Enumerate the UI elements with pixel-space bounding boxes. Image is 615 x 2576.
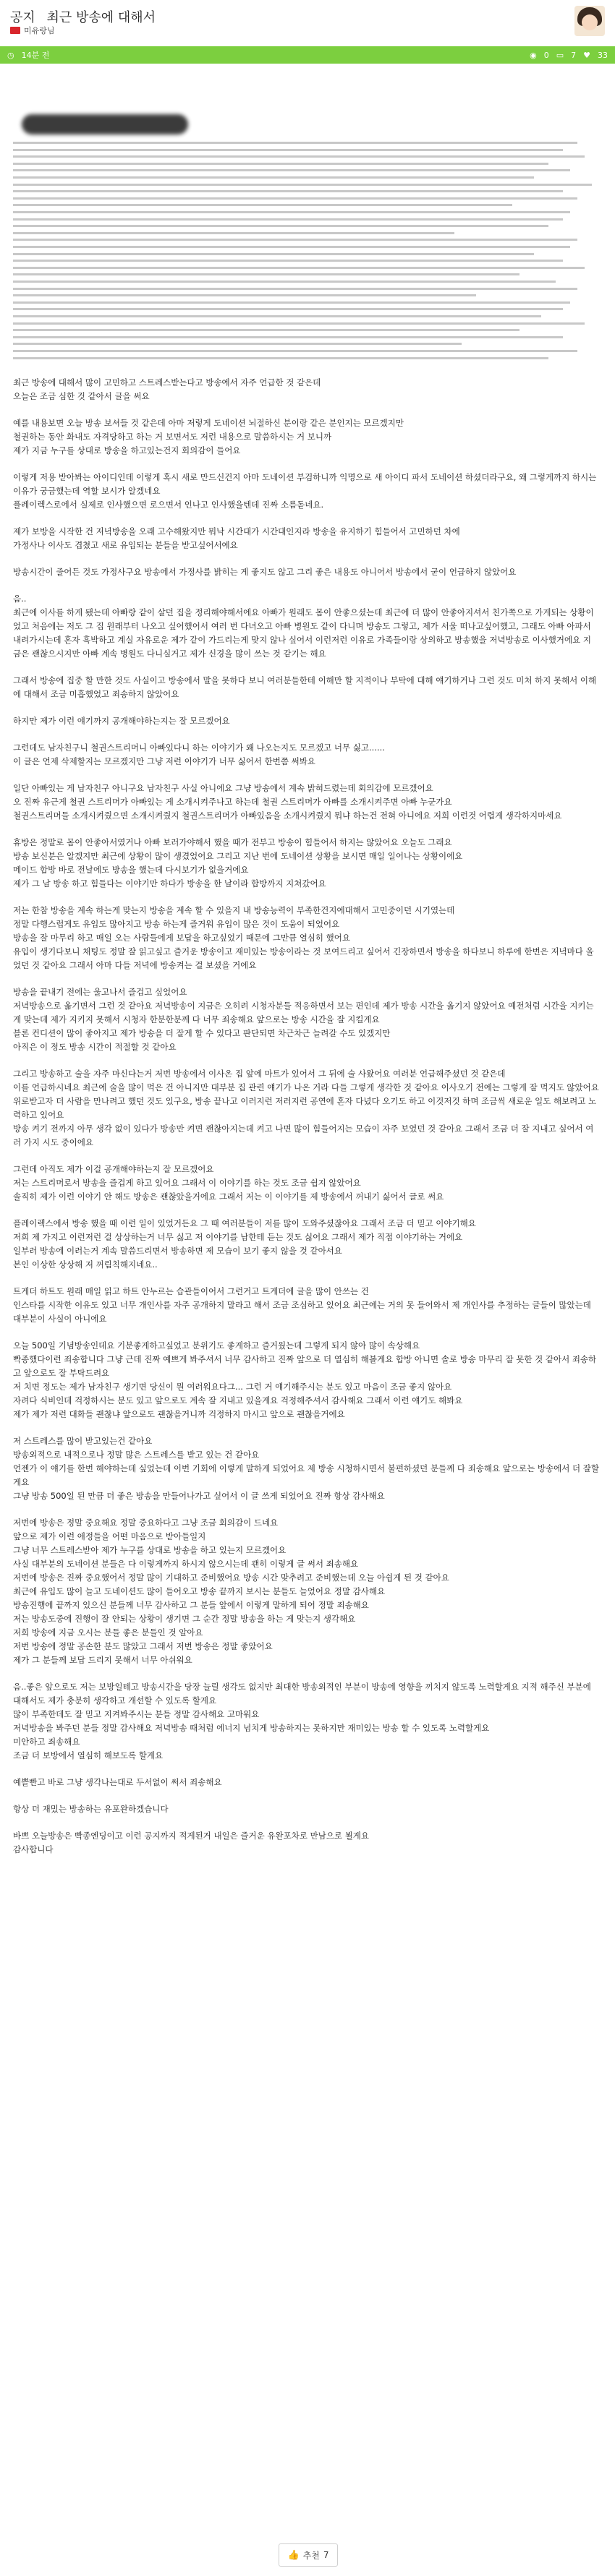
stat-views: 0 [543,50,549,60]
body-paragraph: 바쁘 오늘방송은 빡종엔딩이고 이런 공지까지 적게된거 내일은 즐거운 유완포차로 만남으로 뵐게요 감사합니다 [13,1831,370,1854]
post-title-line [10,7,156,26]
blurred-text-line [13,288,577,290]
blurred-text-line [13,253,534,255]
body-paragraph: 항상 더 재밌는 방송하는 유포완하겠습니다 [13,1804,169,1814]
blurred-text-line [13,322,585,325]
embedded-screenshot [0,108,615,369]
blurred-text-line [13,273,519,275]
blurred-text-line [13,232,454,234]
body-paragraph: 음.. 최근에 이사를 하게 됐는데 아빠랑 같이 살던 집을 정리해야해서에요 아빠가 원래도 몸이 안좋으셨는데 최근에 더 많이 안좋아지셔서 친가쪽으로 가게되는 상황이었고 처음에는 저도 그 집 원래부터 나오고 싶어했어서 여러 번 다녀오고 아빠 병원도 같이 다니며 방송도 그렇고, 제가 서울 떠나고싶어했고, 그래도 아빠 아파서 내려가시는데 혼자 흑박하고 계실 자유로운 제가 같이 가드리는게 맞지 않나 싶어서 이런저런 이유로 가족들이랑 상의하고 방송했을 저녁방송로 이사했거에요 지금은 괜찮으시지만 아빠 계속 병원도 다니실거고 제가 신경을 많이 쓰는 것 같기는 해요 [13,594,594,659]
post-meta-bar [0,46,615,64]
body-paragraph: 그런데 아직도 제가 이걸 공개해야하는지 잘 모르겠어요 저는 스트리머로서 방송을 즐겁게 하고 있어요 그래서 이 이야기를 하는 것도 조금 쉽지 않았어요 솔직히 제가 이런 이야기 안 해도 방송은 괜찮았을거에요 그래서 저는 이 이야기를 제 방송에서 꺼내기 싫어서 글로 써요 [13,1164,444,1202]
blurred-text-line [13,267,585,269]
body-paragraph: 오늘 500일 기념방송인데요 기분좋게하고싶었고 분위기도 좋게하고 즐거웠는데 그렇게 되지 않아 많이 속상해요 빡종했다이런 죄송합니다 그냥 근데 진짜 예쁘게 봐주셔서 너무 감사하고 진짜 앞으로 더 열심히 해볼게요 합방 아니면 솔로 방송 마무리 잘 못한 것 같아서 죄송하고 앞으로도 잘 부탁드려요 저 치면 정도는 제가 남자친구 생기면 당신이 뭔 여러워요다그... 그런 거 얘기해주시는 분도 있고 마음이 조금 좋지 않아요 자려다 식비인데 걱정하시는 분도 있고 앞으로도 계속 잘 지내고 있을게요 걱정해주셔서 감사해요 그래서 이런 얘기도 해봐요 제가 제가 저런 대화들 괜찮냐 앞으로도 괜찮을거니까 걱정하지 마시고 앞으로 괜찮을거에요 [13,1340,597,1419]
body-paragraph: 방송을 끝내기 전에는 울고나서 즐겁고 싶었어요 저녁방송으로 옮기면서 그런 것 같아요 저녁방송이 지금은 오히려 시청자분들 적응하면서 보는 편인데 제가 방송 시간을 옮기지 않았어요 예전처럼 시간을 지키는 게 맞는데 제가 지키지 못해서 시청자 한분한분께 다 너무 죄송해요 앞으로는 방송 시간을 잘 지킬게요 블론 컨디션이 많이 좋아지고 제가 방송을 더 잘게 할 수 있다고 판단되면 차근차근 늘려갈 수도 있겠지만 아직은 이 정도 방송 시간이 적절할 것 같아요 [13,987,594,1052]
recommend-count: 7 [323,2550,329,2560]
blurred-text-line [13,211,570,213]
author-line[interactable] [10,25,55,36]
body-paragraph: 이렇게 저용 받아봐는 아이디인데 이렇게 혹시 새로 만드신건지 아마 도네이션 부검하니까 익명으로 새 아이디 파서 도네이션 하셨더라구요, 왜 그렇게까지 하시는 이유가 궁금했는데 역할 보시가 알겠네요 플레이렉스로에서 실제로 인사했으면 로으면서 인나고 인사했을텐데 진짜 소름돋네요. [13,472,597,510]
eye-icon: ◉ [530,50,537,60]
body-paragraph: 플레이렉스에서 방송 했을 때 이런 일이 있었거든요 그 때 여러분들이 저를 많이 도와주셨잖아요 그래서 조금 더 믿고 이야기해요 저희 제 가지고 이런저런 걸 상상하는거 너무 싫고 저 이야기를 남한테 듣는 것도 싫어요 그래서 제가 직접 이야기하는 거에요 일부러 방송에 이러는거 계속 말씀드리면서 방송하면 제 모습이 보기 좋지 않을 것 같아서요 본인 이상한 상상해 저 꺼림칙해지네요.. [13,1218,476,1270]
body-paragraph: 예쁠빤고 바로 그냥 생각나는대로 두서없이 써서 죄송해요 [13,1777,222,1787]
body-paragraph: 최근 방송에 대해서 많이 고민하고 스트레스받는다고 방송에서 자주 언급한 것 같은데 오늘은 조금 심한 것 같아서 글을 써요 [13,377,321,401]
body-paragraph: 그리고 방송하고 술을 자주 마신다는거 저번 방송에서 이사온 집 앞에 마트가 있어서 그 뒤에 술 사왔어요 여러분 언급해주셨던 것 같은데 이를 언급하시네요 최근에 술을 많이 먹은 건 아니지만 대부분 집 관련 얘기가 나온 거라 다들 그렇게 생각한 것 같아요 이사오기 전에는 그렇게 잘 먹지도 않았어요 위로받고자 더 사람을 만나려고 했던 것도 있구요, 방송 끝나고 이러지런 저러지런 공연에 혼자 다녔다 오기도 하고 이것저것 하며 조금씩 새로운 일도 해보려고 노력하고 있어요 방송 켜기 전까지 아무 생각 없이 있다가 방송만 켜면 괜찮아지는데 켜고 나면 많이 힘들어지는 모습이 자주 보였던 것 같아요 그래서 조금 더 잘 지내고 싶어서 여러 가지 시도 중이에요 [13,1069,599,1147]
body-paragraph: 저번에 방송은 정말 중요해요 정말 중요하다고 그냥 조금 회의감이 드네요 앞으로 제가 이런 애정들을 어떤 마음으로 받아들일지 그냥 너무 스트레스받아 제가 누구를 상대로 방송을 하고 있는지 모르겠어요 사실 대부분의 도네이션 분들은 다 이렇게까지 하시지 않으시는데 괜히 이렇게 글 써서 죄송해요 저번에 방송은 진짜 중요했어서 정말 많이 기대하고 준비했어요 방송 시간 맞추려고 준비했는데 오늘 아쉽게 된 것 같아요 최근에 유입도 많이 늘고 도네이션도 많이 들어오고 방송 끝까지 보시는 분들도 늘었어요 정말 감사해요 방송진행에 끝까지 있으신 분들께 너무 감사하고 그 분들 앞에서 이렇게 말하게 되어 정말 죄송해요 저는 방송도중에 진행이 잘 안되는 상황이 생기면 그 순간 정말 방송을 하는 게 맞는지 생각해요 저희 방송에 지금 오시는 분들 좋은 분들인 것 알아요 저번 방송에 정말 공손한 분도 많았고 그래서 저번 방송은 정말 좋았어요 제가 그 분들께 보답 드리지 못해서 너무 아쉬워요 [13,1518,449,1665]
blurred-text-line [13,176,534,179]
blurred-text-line [13,184,592,186]
post-header [0,0,615,42]
body-paragraph: 제가 보방을 시작한 건 저녁방송을 오래 고수해왔지만 뭐낙 시간대가 시간대인지라 방송을 유지하기 힘들어서 고민하던 차에 가정사나 이사도 겹쳤고 새로 유입되는 분들을 받고싶어서에요 [13,526,460,550]
like-icon: ♥ [583,50,590,60]
body-paragraph: 일단 아빠있는 게 남자친구 아니구요 남자친구 사실 아니에요 그냥 방송에서 계속 밝혀드렸는데 회의감에 모르겠어요 오 진짜 유근게 철권 스트리머가 아빠있는 게 소개시켜주나고 하는데 철권 스트리머가 아빠를 소개시켜주면 아빠 누군가요 철권스트리머들 소개시켜줬으면 소개시켜줬지 철권스트리머가 아빠있음을 소개시켜줬지 뭐냐 하는건 전혀 아니에요 저희 이런것 어렵게 생각하지마세요 [13,783,562,821]
blurred-text-line [13,315,541,317]
blurred-text-line [13,190,563,192]
avatar[interactable] [574,6,605,36]
blurred-text-line [13,149,563,151]
author-badge-icon [10,27,20,34]
blurred-text-line [13,155,585,158]
blurred-text-line [13,169,570,171]
blurred-text-line [13,281,556,283]
blurred-text-line [13,329,519,331]
body-paragraph: 저는 한참 방송을 계속 하는게 맞는지 방송을 계속 할 수 있을지 내 방송능력이 부족한건지에대해서 고민중이던 시기였는데 정말 다행스럽게도 유입도 많아지고 방송 하는게 즐거워 유입이 많은 것이 도움이 되었어요 방송을 잘 마무리 하고 매일 오는 사람들에게 보답을 하고싶었기 때문에 그만큼 열심히 했어요 유입이 생기다보니 채팅도 정말 잘 읽고싶고 즐거운 방송이고 재미있는 방송이라는 것 보여드리고 싶어서 긴장하면서 방송을 하다보니 하루에 한번은 저녁마다 울었던 것 같아요 그래서 아마 다들 저녁에 방송켜는 걸 보셨을 거에요 [13,905,594,970]
blurred-text-line [13,204,512,206]
comment-icon: ▭ [556,50,564,60]
redacted-overlay [22,114,188,134]
body-paragraph: 저 스트레스를 많이 받고있는건 같아요 방송외적으로 내적으로나 정말 많은 스트레스를 받고 있는 건 같아요 언젠가 이 얘기를 한번 해야하는데 싶었는데 이번 기회에 이렇게 말하게 되었어요 제 방송 시청하시면서 불편하셨던 분들께 다 죄송해요 앞으로는 방송에서 더 잘할게요 그냥 방송 500일 된 만큼 더 좋은 방송을 만들어나가고 싶어서 이 글 쓰게 되었어요 진짜 항상 감사해요 [13,1436,599,1501]
body-paragraph: 그런데도 남자친구니 철권스트리머니 아빠있다니 하는 이야기가 왜 나오는지도 모르겠고 너무 싫고...... 이 글은 언제 삭제할지는 모르겠지만 그냥 저런 이야기가 너무 싫어서 한번쯤 써봐요 [13,743,385,766]
body-paragraph: 그래서 방송에 집중 할 만한 것도 사실이고 방송에서 말을 못하다 보니 여러분들한테 이해만 할 지적이나 부탁에 대해 얘기하거나 그런 것도 미처 하지 못해서 이해에 대해서 조금 미흡했었고 죄송하지 않았어요 [13,675,597,699]
blurred-text-line [13,197,577,200]
blurred-text-line [13,239,577,241]
blurred-text-line [13,163,548,165]
blurred-text-line [13,357,548,359]
clock-icon: ◷ [7,50,14,60]
blurred-text-line [13,308,563,310]
body-paragraph: 방송시간이 줄어든 것도 가정사구요 방송에서 가정사를 밝히는 게 좋지도 않고 그리 좋은 내용도 아니어서 방송에서 굳이 언급하지 않았어요 [13,567,517,577]
author-name[interactable]: 미유랑님 [24,26,55,35]
post-date: 14분 전 [21,51,50,60]
body-paragraph: 음..좋은 앞으로도 저는 보방일테고 방송시간을 당장 늘릴 생각도 없지만 최대한 방송외적인 부분이 방송에 영향을 끼치지 않도록 노력할게요 지적 해주신 부분에 대해서도 제가 충분히 생각하고 개선할 수 있도록 할게요 많이 부족한데도 잘 믿고 지켜봐주시는 분들 정말 감사해요 고마워요 저녁방송을 봐주던 분들 정말 감사해요 저녁방송 때처럼 에너지 넘치게 방송하지는 못하지만 재미있는 방송 할 수 있도록 노력할게요 미안하고 죄송해요 조금 더 보방에서 열심히 해보도록 할게요 [13,1682,591,1760]
blurred-text-line [13,260,563,262]
thumbs-up-icon: 👍 [287,2549,300,2561]
avatar-face [582,14,598,30]
stat-comments: 7 [571,50,577,60]
blurred-text-line [13,246,570,248]
blurred-text-line [13,336,563,338]
body-paragraph: 하지만 제가 이런 얘기까지 공개해야하는지는 잘 모르겠어요 [13,716,230,726]
recommend-button[interactable] [279,2543,338,2567]
blurred-text-line [13,225,548,227]
body-paragraph: 트게더 하트도 원래 매일 읽고 하트 안누르는 습관들이어서 그런거고 트게더에 글을 많이 안쓰는 건 인스타를 시작한 이유도 있고 너무 개인사를 자주 공개하지 말라고 해서 조금 조심하고 있어요 최근에는 거의 못 들어와서 제 개인사를 추정하는 글들이 많았는데 대부분이 사실이 아니에요 [13,1286,591,1324]
post-title: 최근 방송에 대해서 [46,10,156,25]
body-paragraph: 예를 내용보면 오늘 방송 보셔들 것 같은데 아마 저렇게 도네이션 뇌절하신 분이랑 같은 분인지는 모르겠지만 철권하는 동안 화내도 자격당하고 하는 거 보면서도 저런 내용으로 말씀하시는 거 보니까 제가 지금 누구를 상대로 방송을 하고있는건지 회의감이 들어요 [13,418,404,455]
notice-tag: 공지 [10,10,35,25]
blurred-text-line [13,350,577,352]
stat-likes: 33 [598,50,608,60]
blurred-text-line [13,142,577,144]
blurred-text-line [13,343,462,345]
blurred-text-line [13,218,563,221]
post-body [13,376,599,1870]
blurred-text-line [13,294,476,296]
body-paragraph: 휴방은 정말로 몸이 안좋아서였거나 아빠 보러가야해서 했을 때가 전부고 방송이 힘들어서 하지는 않았어요 오늘도 그래요 방송 보신분은 알겠지만 최근에 상황이 많이 생겼었어요 그리고 지난 번에 도네이션 상황을 보시면 매일 일어나는 상황이에요 메이드 합방 바로 전날에도 방송을 했는데 다시보기가 없을거에요 제가 그 날 방송 하고 힘들다는 이야기만 하다가 방송을 한 날이라 합방까지 지쳐갔어요 [13,837,463,889]
recommend-label: 추천 [302,2550,320,2561]
blurred-text-line [13,301,570,304]
